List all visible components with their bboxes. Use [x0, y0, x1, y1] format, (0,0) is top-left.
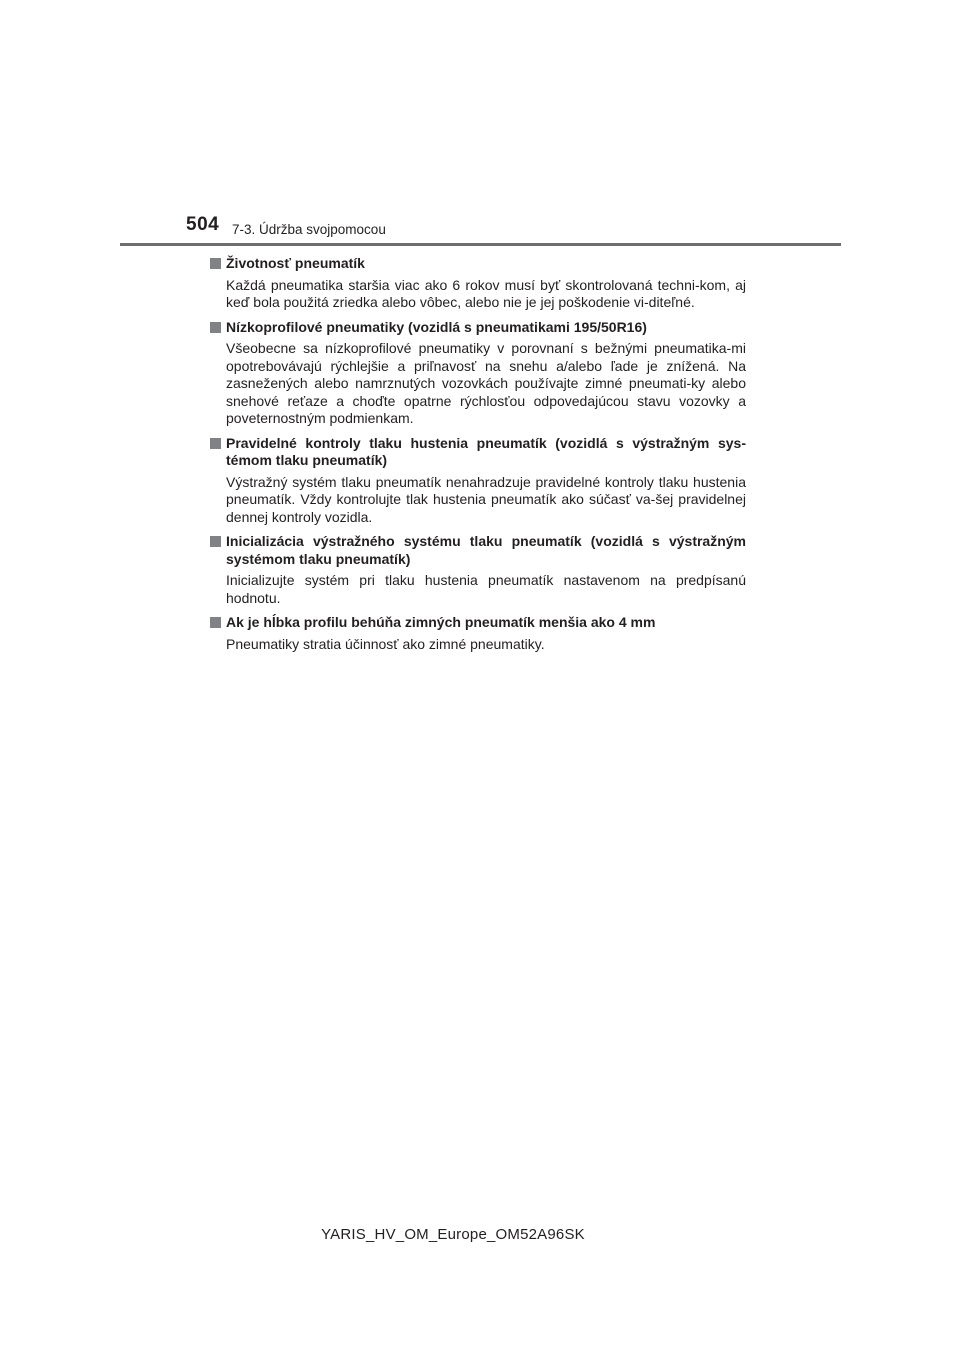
- square-bullet-icon: [210, 322, 221, 333]
- page-number: 504: [186, 214, 220, 235]
- item-body: Pneumatiky stratia účinnosť ako zimné pneumatiky.: [226, 635, 545, 652]
- item-tire-lifespan: [210, 255, 746, 312]
- item-heading: [210, 614, 746, 632]
- item-body: Inicializujte systém pri tlaku hustenia pneumatík nastavenom na predpísanú hodnotu.: [226, 572, 746, 606]
- footer: [0, 1226, 960, 1243]
- item-heading-text: Inicializácia výstražného systému tlaku pneumatík (vozidlá s výstražným systémom tlaku pneumatík): [226, 533, 746, 567]
- item-winter-tread-depth: [210, 614, 746, 653]
- item-heading: [210, 533, 746, 568]
- content: [210, 255, 746, 660]
- square-bullet-icon: [210, 617, 221, 628]
- section-title: 7-3. Údržba svojpomocou: [232, 222, 386, 237]
- square-bullet-icon: [210, 258, 221, 269]
- header-rule: [120, 243, 841, 246]
- item-body: Výstražný systém tlaku pneumatík nenahradzuje pravidelné kontroly tlaku hustenia pneumatík. Vždy kontrolujte tlak hustenia pneumatík ako súčasť va-šej pravidelnej dennej kontroly vozidla.: [226, 473, 746, 525]
- item-low-profile-tires: [210, 319, 746, 428]
- item-heading-text: Životnosť pneumatík: [226, 255, 365, 271]
- item-pressure-checks: [210, 435, 746, 527]
- item-heading-text: Nízkoprofilové pneumatiky (vozidlá s pneumatikami 195/50R16): [226, 318, 647, 335]
- item-heading: [210, 319, 746, 337]
- item-heading: [210, 435, 746, 470]
- item-body: Všeobecne sa nízkoprofilové pneumatiky v porovnaní s bežnými pneumatika-mi opotrebovávajú rýchlejšie a priľnavosť na snehu a/alebo ľade je znížená. Na zasnežených alebo namrznutých vozovkách používajte zimné pneumati-ky alebo snehové reťaze a choďte opatrne rýchlosťou odpovedajúcou stavu vozovky a poveternostným podmienkam.: [226, 340, 746, 426]
- item-heading-text: Ak je hĺbka profilu behúňa zimných pneumatík menšia ako 4 mm: [226, 614, 656, 630]
- square-bullet-icon: [210, 438, 221, 449]
- item-body: Každá pneumatika staršia viac ako 6 rokov musí byť skontrolovaná techni-kom, aj keď bola použitá zriedka alebo vôbec, alebo nie je jej poškodenie vi-diteľné.: [226, 276, 746, 310]
- document-id: YARIS_HV_OM_Europe_OM52A96SK: [321, 1226, 585, 1243]
- item-heading-text: Pravidelné kontroly tlaku hustenia pneumatík (vozidlá s výstražným sys-témom tlaku pneumatík): [226, 434, 746, 468]
- square-bullet-icon: [210, 536, 221, 547]
- item-tpws-initialization: [210, 533, 746, 607]
- item-heading: [210, 255, 746, 273]
